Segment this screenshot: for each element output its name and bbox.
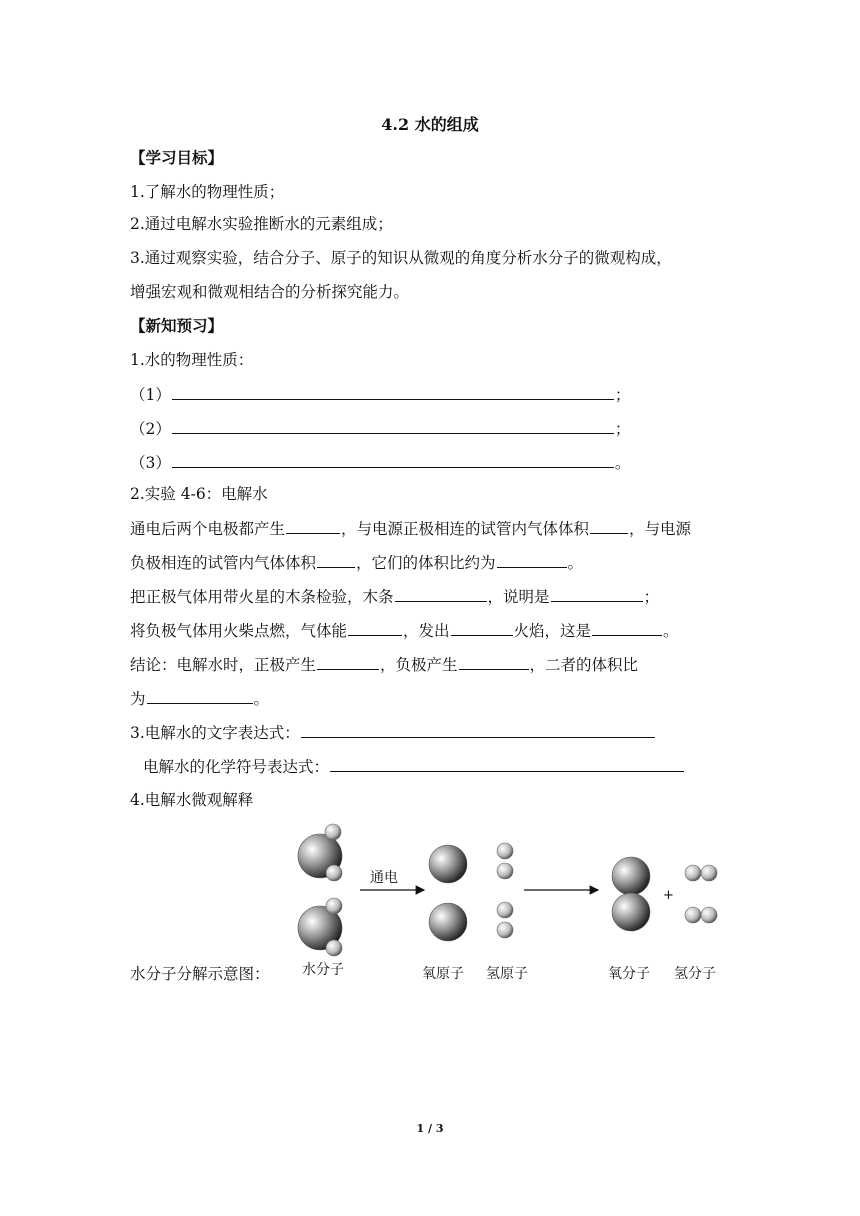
q2-line-2: 负极相连的试管内气体体积 ，它们的体积比约为 。 <box>130 554 584 572</box>
q1-item-2 <box>130 418 630 439</box>
item-end: ； <box>614 386 631 404</box>
hydrogen-atom-shape <box>326 865 342 881</box>
q3-symbol-expression: 电解水的化学符号表达式： <box>143 756 685 777</box>
answer-blank[interactable] <box>497 552 567 568</box>
q1-item-1 <box>130 384 630 405</box>
q4-heading: 4.电解水微观解释 <box>130 791 254 809</box>
q2-line-3: 把正极气体用带火星的木条检验，木条 ，说明是 ； <box>130 588 660 606</box>
item-end: ； <box>614 420 631 438</box>
answer-blank[interactable] <box>301 722 655 738</box>
answer-blank[interactable] <box>592 620 662 636</box>
objectives-heading: 【学习目标】 <box>130 148 224 167</box>
item-label: （1） <box>130 386 171 404</box>
water-molecule <box>298 898 342 956</box>
q2-line-4: 将负极气体用火柴点燃，气体能 ，发出 火焰，这是 。 <box>130 622 679 640</box>
oxygen-atom-shape <box>429 845 467 883</box>
energize-label: 通电 <box>370 870 398 886</box>
answer-blank[interactable] <box>590 518 628 534</box>
hydrogen-atom-shape <box>497 843 513 859</box>
answer-blank[interactable] <box>395 586 487 602</box>
hydrogen-atom-shape <box>497 863 513 879</box>
objective-4: 增强宏观和微观相结合的分析探究能力。 <box>130 283 410 301</box>
plus-sign: + <box>663 888 674 903</box>
q2-line-6: 为 。 <box>130 690 270 708</box>
q3-text-expression: 3.电解水的文字表达式： <box>130 722 656 743</box>
answer-blank[interactable] <box>317 552 355 568</box>
answer-blank[interactable] <box>172 384 614 400</box>
preview-heading: 【新知预习】 <box>130 316 224 335</box>
electrolysis-diagram <box>288 816 738 988</box>
answer-blank[interactable] <box>348 620 402 636</box>
hydrogen-atom-shape <box>497 922 513 938</box>
oxygen-atom-label: 氧原子 <box>422 966 464 982</box>
answer-blank[interactable] <box>459 654 529 670</box>
q1-item-3 <box>130 452 630 473</box>
oxygen-molecule <box>612 857 650 931</box>
q2-heading: 2.实验 4-6：电解水 <box>130 485 268 503</box>
page-title: 4.2 水的组成 <box>381 115 479 134</box>
q1-heading: 1.水的物理性质： <box>130 351 254 369</box>
answer-blank[interactable] <box>551 586 643 602</box>
oxygen-molecule-label: 氧分子 <box>608 966 650 982</box>
oxygen-atom-shape <box>612 893 650 931</box>
hydrogen-atom-shape <box>326 940 342 956</box>
hydrogen-atom-shape <box>685 865 701 881</box>
answer-blank[interactable] <box>147 688 253 704</box>
q2-line-5: 结论：电解水时，正极产生 ，负极产生 ，二者的体积比 <box>130 656 639 674</box>
item-end: 。 <box>614 454 631 472</box>
answer-blank[interactable] <box>172 418 614 434</box>
oxygen-atom-shape <box>612 857 650 895</box>
item-label: （2） <box>130 420 171 438</box>
hydrogen-atom-shape <box>497 902 513 918</box>
answer-blank[interactable] <box>286 518 340 534</box>
answer-blank[interactable] <box>330 756 684 772</box>
hydrogen-atom-shape <box>701 865 717 881</box>
water-molecule-label: 水分子 <box>302 962 344 978</box>
hydrogen-atom-shape <box>685 907 701 923</box>
hydrogen-molecule <box>685 865 717 881</box>
hydrogen-atom-shape <box>325 824 341 840</box>
answer-blank[interactable] <box>172 452 614 468</box>
q2-line-1: 通电后两个电极都产生 ，与电源正极相连的试管内气体体积 ，与电源 <box>130 520 692 538</box>
answer-blank[interactable] <box>317 654 379 670</box>
objective-3: 3.通过观察实验，结合分子、原子的知识从微观的角度分析水分子的微观构成， <box>130 249 672 267</box>
hydrogen-atom-shape <box>701 907 717 923</box>
water-molecule <box>298 824 342 881</box>
hydrogen-molecule-label: 氢分子 <box>674 966 716 982</box>
hydrogen-atom-label: 氢原子 <box>486 966 528 982</box>
page-number: 1 / 3 <box>416 1122 444 1135</box>
answer-blank[interactable] <box>451 620 513 636</box>
diagram-caption: 水分子分解示意图： <box>130 965 270 983</box>
objective-1: 1.了解水的物理性质； <box>130 183 285 201</box>
hydrogen-molecule <box>685 907 717 923</box>
hydrogen-atom-shape <box>326 898 342 914</box>
objective-2: 2.通过电解水实验推断水的元素组成； <box>130 215 393 233</box>
item-label: （3） <box>130 454 171 472</box>
oxygen-atom-shape <box>429 903 467 941</box>
